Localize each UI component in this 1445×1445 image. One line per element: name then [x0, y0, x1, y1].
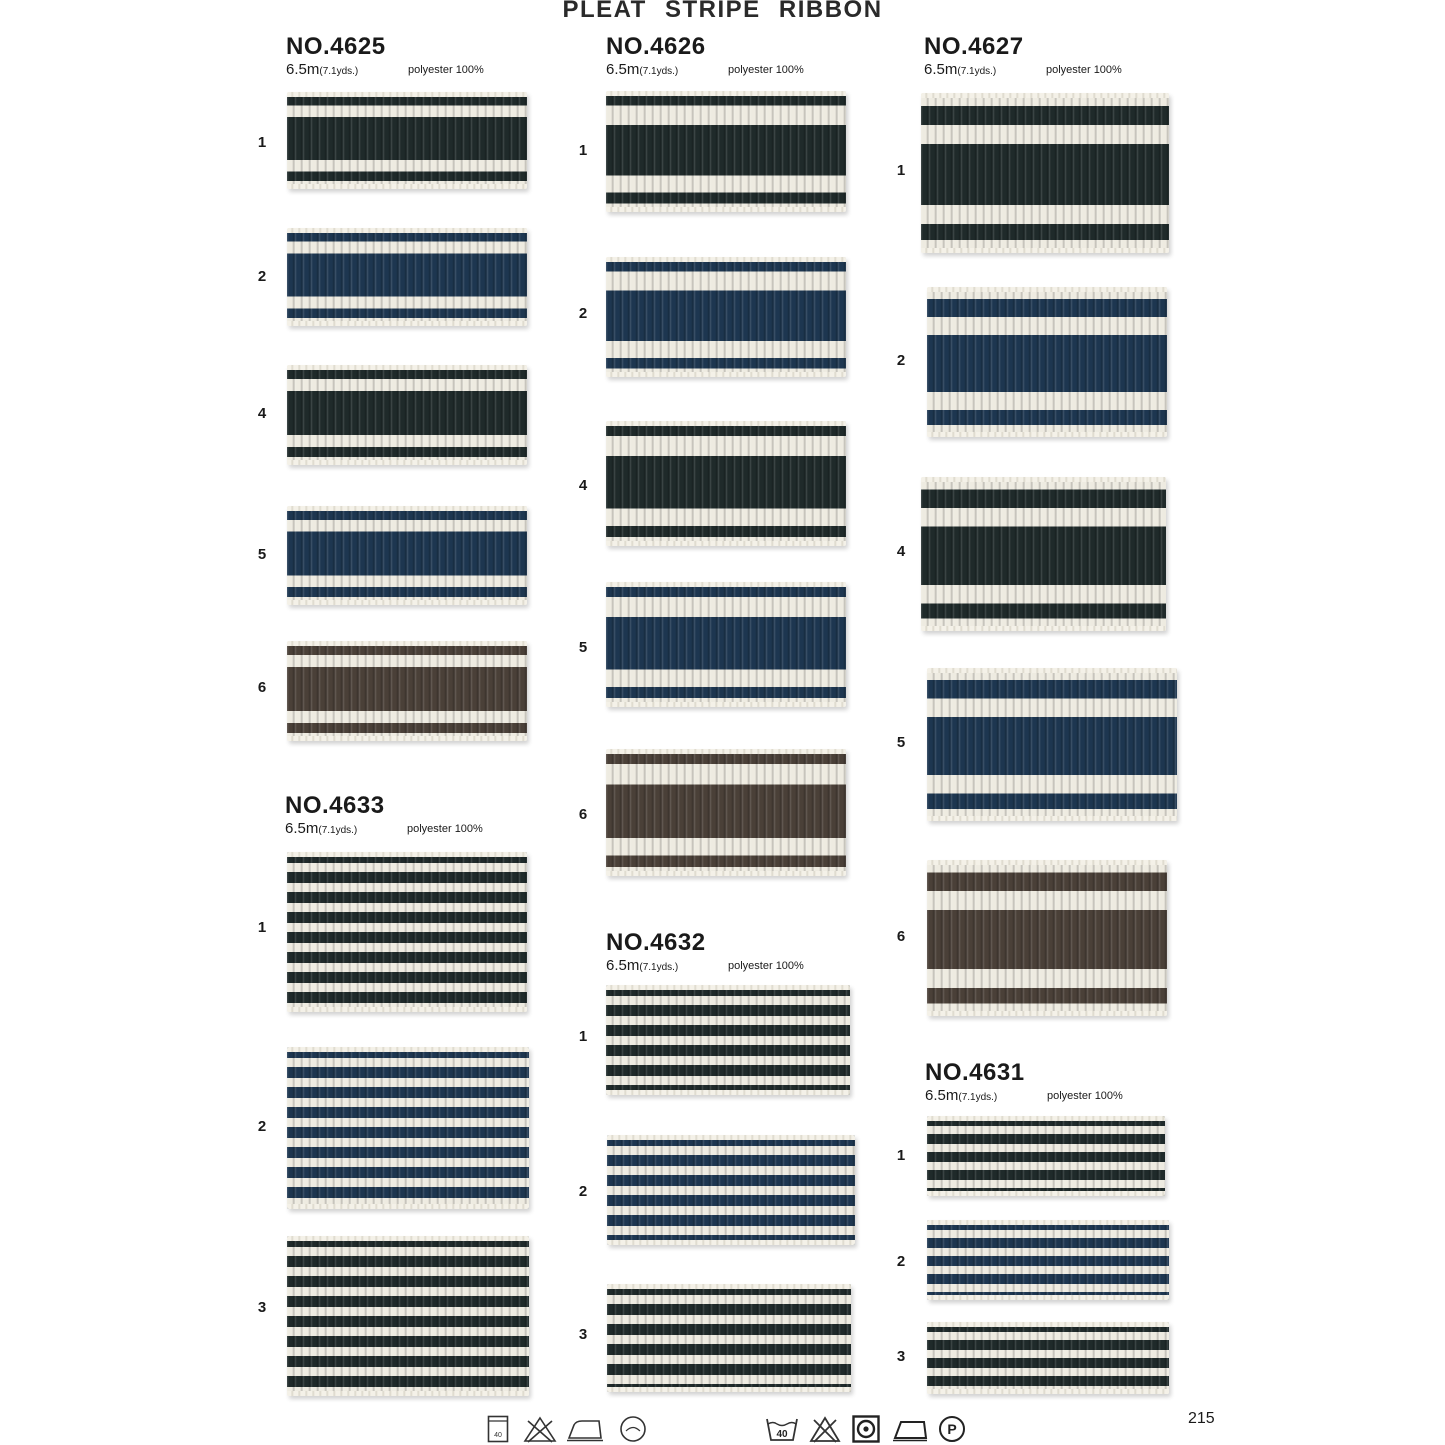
tumble-dry-icon	[851, 1413, 881, 1445]
swatch-4632-2[interactable]	[607, 1135, 855, 1245]
swatch-label: 4	[578, 477, 588, 494]
ribbon-edge-bottom	[606, 702, 846, 707]
swatch-label: 2	[257, 1118, 267, 1135]
product-meta	[924, 61, 1224, 79]
pleat-texture	[287, 506, 527, 605]
product-meta	[606, 61, 906, 79]
swatch-4626-4[interactable]	[606, 421, 846, 546]
pleat-texture	[606, 582, 846, 707]
swatch-label: 2	[257, 268, 267, 285]
swatch-4625-6[interactable]	[287, 641, 527, 741]
ribbon-edge-top	[287, 506, 527, 511]
material: polyester 100%	[408, 64, 484, 76]
product-number: NO.4626	[606, 33, 706, 60]
material: polyester 100%	[1047, 1090, 1123, 1102]
swatch-4631-3[interactable]	[927, 1322, 1169, 1394]
swatch-label: 2	[578, 305, 588, 322]
length: 6.5m(7.1yds.)	[285, 820, 358, 837]
length: 6.5m(7.1yds.)	[925, 1087, 998, 1104]
pleat-texture	[287, 1236, 529, 1396]
product-header-4626	[606, 33, 906, 79]
ribbon-edge-top	[287, 228, 527, 233]
pleat-texture	[927, 1322, 1169, 1394]
pleat-texture	[287, 852, 527, 1012]
ribbon-edge-top	[927, 1322, 1169, 1327]
ribbon-edge-top	[927, 1220, 1169, 1225]
pleat-texture	[606, 91, 846, 212]
material: polyester 100%	[728, 960, 804, 972]
pleat-texture	[287, 228, 527, 326]
ribbon-edge-top	[287, 641, 527, 646]
pleat-texture	[927, 287, 1167, 437]
swatch-4633-2[interactable]	[287, 1047, 529, 1209]
page-title: PLEAT STRIPE RIBBON	[562, 0, 883, 23]
ribbon-edge-top	[606, 91, 846, 96]
pleat-texture	[927, 668, 1177, 821]
ribbon-edge-top	[287, 852, 527, 857]
pleat-texture	[606, 257, 846, 377]
swatch-4626-2[interactable]	[606, 257, 846, 377]
svg-text:40: 40	[776, 1429, 788, 1440]
pleat-texture	[287, 641, 527, 741]
no-bleach-icon	[523, 1413, 557, 1445]
swatch-label: 1	[578, 142, 588, 159]
ribbon-edge-top	[607, 1135, 855, 1140]
ribbon-edge-bottom	[927, 816, 1177, 821]
swatch-label: 4	[257, 405, 267, 422]
ribbon-edge-top	[606, 582, 846, 587]
no-bleach-icon	[809, 1413, 841, 1445]
pleat-texture	[607, 1284, 851, 1392]
iron-low-icon	[892, 1413, 928, 1445]
swatch-label: 6	[578, 806, 588, 823]
ribbon-edge-top	[927, 668, 1177, 673]
swatch-4627-2[interactable]	[927, 287, 1167, 437]
product-number: NO.4632	[606, 929, 706, 956]
ribbon-edge-top	[927, 860, 1167, 865]
product-meta	[285, 820, 585, 838]
swatch-label: 1	[257, 134, 267, 151]
ribbon-edge-top	[287, 1047, 529, 1052]
swatch-4625-2[interactable]	[287, 228, 527, 326]
swatch-label: 2	[578, 1183, 588, 1200]
swatch-label: 3	[578, 1326, 588, 1343]
pleat-texture	[927, 1220, 1169, 1300]
ribbon-edge-top	[287, 92, 527, 97]
ribbon-edge-bottom	[287, 600, 527, 605]
pleat-texture	[921, 93, 1169, 253]
product-header-4625	[286, 33, 586, 79]
swatch-4627-5[interactable]	[927, 668, 1177, 821]
ribbon-edge-top	[606, 985, 850, 990]
ribbon-edge-top	[927, 1116, 1165, 1121]
swatch-4627-6[interactable]	[927, 860, 1167, 1016]
swatch-label: 1	[257, 919, 267, 936]
swatch-4633-1[interactable]	[287, 852, 527, 1012]
ribbon-edge-bottom	[607, 1387, 851, 1392]
swatch-label: 3	[896, 1348, 906, 1365]
swatch-4625-5[interactable]	[287, 506, 527, 605]
pleat-texture	[927, 1116, 1165, 1196]
ribbon-edge-top	[287, 365, 527, 370]
material: polyester 100%	[407, 823, 483, 835]
pleat-texture	[921, 477, 1166, 631]
product-number: NO.4633	[285, 792, 385, 819]
swatch-4627-1[interactable]	[921, 93, 1169, 253]
ribbon-edge-bottom	[287, 1007, 527, 1012]
ribbon-edge-top	[607, 1284, 851, 1289]
ribbon-edge-bottom	[287, 736, 527, 741]
ribbon-edge-bottom	[287, 184, 527, 189]
product-header-4627	[924, 33, 1224, 79]
ribbon-edge-top	[921, 477, 1166, 482]
length: 6.5m(7.1yds.)	[286, 61, 359, 78]
swatch-label: 5	[896, 734, 906, 751]
ribbon-edge-top	[606, 749, 846, 754]
swatch-label: 2	[896, 352, 906, 369]
ribbon-edge-top	[606, 421, 846, 426]
pleat-texture	[287, 92, 527, 189]
ribbon-edge-bottom	[606, 541, 846, 546]
ribbon-edge-bottom	[927, 432, 1167, 437]
svg-text:P: P	[947, 1421, 957, 1437]
ribbon-edge-top	[927, 287, 1167, 292]
ribbon-edge-top	[287, 1236, 529, 1241]
swatch-label: 5	[257, 546, 267, 563]
pleat-texture	[927, 860, 1167, 1016]
swatch-4626-1[interactable]	[606, 91, 846, 212]
product-meta	[286, 61, 586, 79]
ribbon-edge-top	[606, 257, 846, 262]
ribbon-edge-bottom	[606, 207, 846, 212]
product-meta	[606, 957, 906, 975]
ribbon-edge-bottom	[287, 460, 527, 465]
pleat-texture	[607, 1135, 855, 1245]
material: polyester 100%	[1046, 64, 1122, 76]
page-number: 215	[1188, 1410, 1215, 1427]
pleat-texture	[606, 985, 850, 1095]
product-number: NO.4625	[286, 33, 386, 60]
ribbon-edge-bottom	[606, 372, 846, 377]
swatch-4626-5[interactable]	[606, 582, 846, 707]
product-number: NO.4627	[924, 33, 1024, 60]
ribbon-edge-bottom	[606, 1090, 850, 1095]
swatch-4632-3[interactable]	[607, 1284, 851, 1392]
swatch-label: 1	[896, 162, 906, 179]
swatch-4633-3[interactable]	[287, 1236, 529, 1396]
swatch-label: 5	[578, 639, 588, 656]
ribbon-edge-bottom	[927, 1011, 1167, 1016]
swatch-label: 6	[896, 928, 906, 945]
ribbon-edge-bottom	[287, 1391, 529, 1396]
pleat-texture	[606, 749, 846, 876]
svg-text:40: 40	[494, 1432, 502, 1439]
ribbon-edge-top	[921, 93, 1169, 98]
swatch-label: 1	[578, 1028, 588, 1045]
dry-clean-p-icon	[937, 1413, 967, 1445]
swatch-4626-6[interactable]	[606, 749, 846, 876]
ribbon-edge-bottom	[606, 871, 846, 876]
material: polyester 100%	[728, 64, 804, 76]
ribbon-edge-bottom	[921, 626, 1166, 631]
swatch-4631-1[interactable]	[927, 1116, 1165, 1196]
product-number: NO.4631	[925, 1059, 1025, 1086]
washing-machine-icon	[486, 1413, 510, 1445]
swatch-label: 4	[896, 543, 906, 560]
swatch-label: 2	[896, 1253, 906, 1270]
iron-icon	[566, 1413, 604, 1445]
ribbon-edge-bottom	[921, 248, 1169, 253]
swatch-4627-4[interactable]	[921, 477, 1166, 631]
product-header-4631	[925, 1059, 1225, 1105]
ribbon-edge-bottom	[927, 1191, 1165, 1196]
product-header-4632	[606, 929, 906, 975]
swatch-4631-2[interactable]	[927, 1220, 1169, 1300]
pleat-texture	[606, 421, 846, 546]
length: 6.5m(7.1yds.)	[606, 61, 679, 78]
ribbon-edge-bottom	[927, 1295, 1169, 1300]
ribbon-edge-bottom	[607, 1240, 855, 1245]
ribbon-edge-bottom	[287, 1204, 529, 1209]
swatch-label: 1	[896, 1147, 906, 1164]
product-header-4633	[285, 792, 585, 838]
swatch-label: 6	[257, 679, 267, 696]
swatch-4625-4[interactable]	[287, 365, 527, 465]
swatch-4625-1[interactable]	[287, 92, 527, 189]
wash-40-icon	[765, 1413, 799, 1445]
ribbon-edge-bottom	[287, 321, 527, 326]
pleat-texture	[287, 365, 527, 465]
tumble-dry-icon	[618, 1413, 648, 1445]
swatch-label: 3	[257, 1299, 267, 1316]
product-meta	[925, 1087, 1225, 1105]
swatch-4632-1[interactable]	[606, 985, 850, 1095]
ribbon-edge-bottom	[927, 1389, 1169, 1394]
length: 6.5m(7.1yds.)	[606, 957, 679, 974]
pleat-texture	[287, 1047, 529, 1209]
length: 6.5m(7.1yds.)	[924, 61, 997, 78]
